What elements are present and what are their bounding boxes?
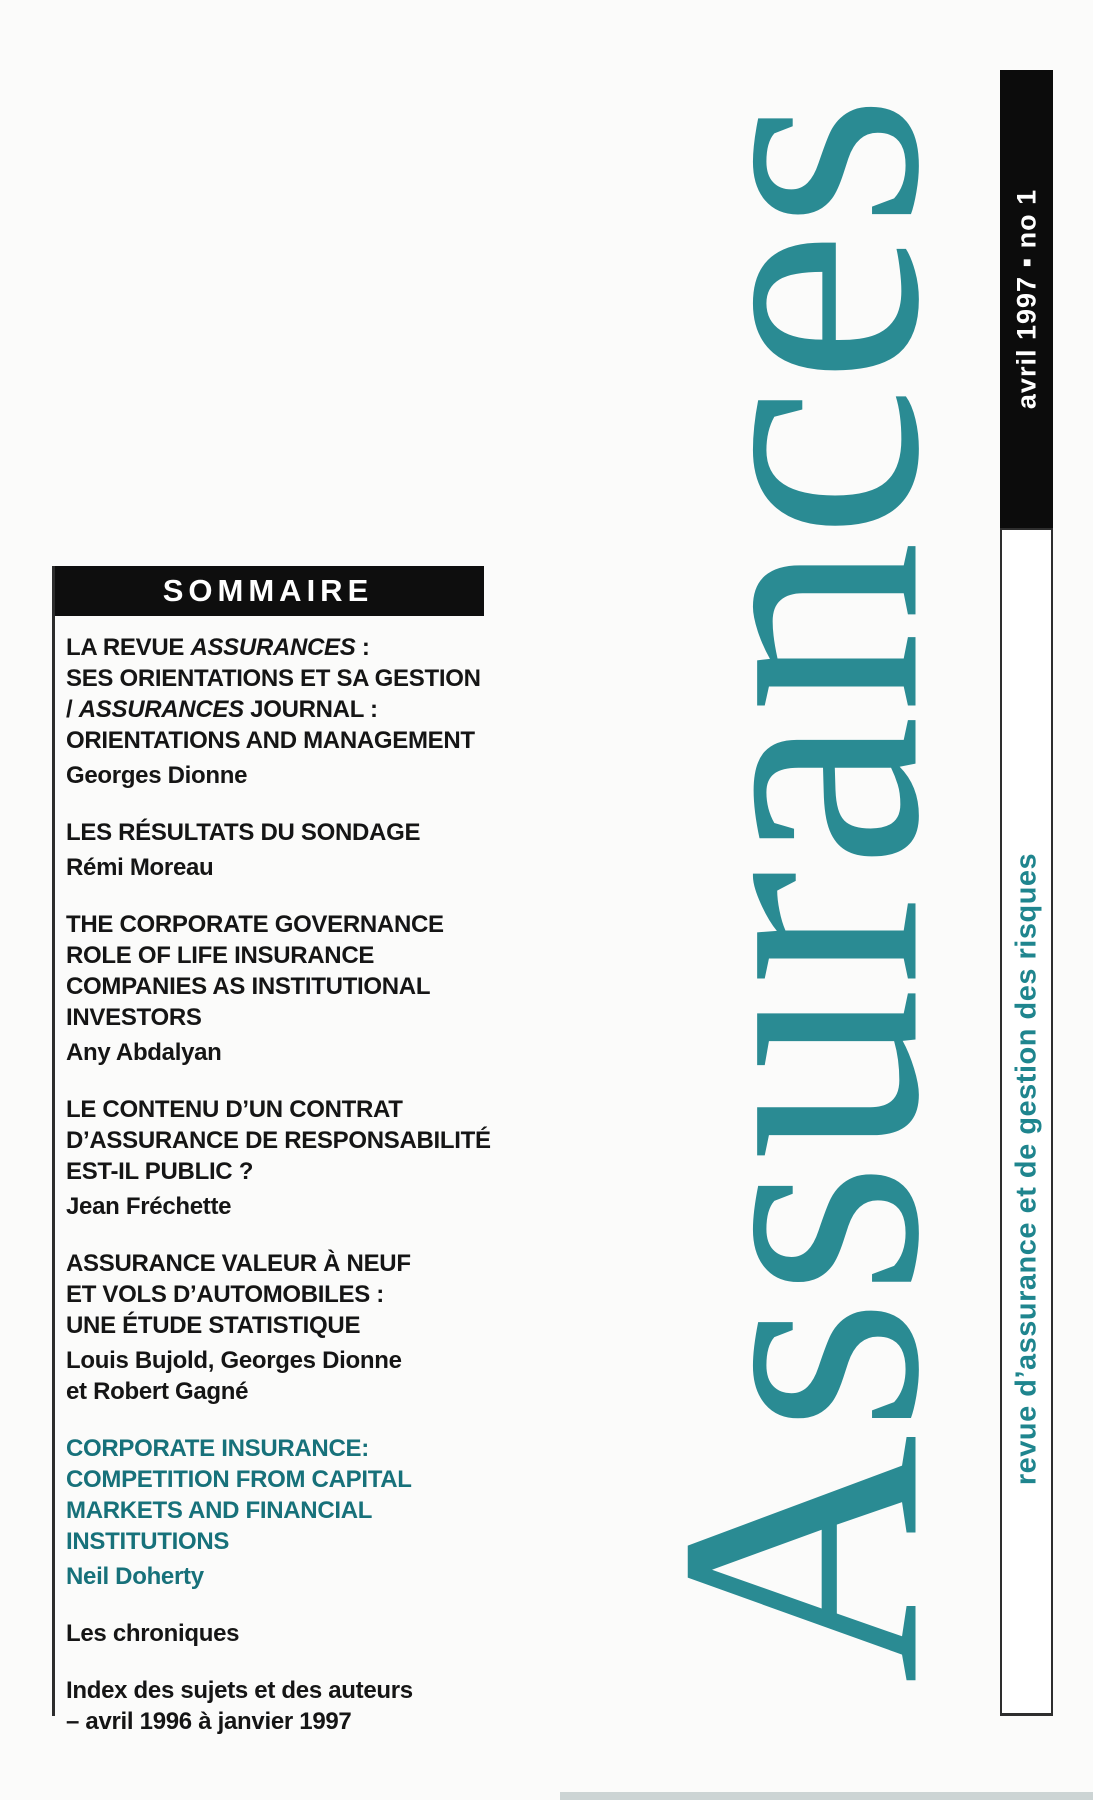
title-segment: EST-IL PUBLIC ? bbox=[66, 1158, 254, 1185]
article-title-line bbox=[66, 1094, 516, 1125]
article-title-line bbox=[66, 1125, 516, 1156]
article-title-line bbox=[66, 1495, 516, 1526]
title-segment-italic: ASSURANCES bbox=[190, 634, 356, 661]
journal-subtitle: revue d’assurance et de gestion des risques bbox=[1010, 852, 1042, 1485]
article-title-line bbox=[66, 1279, 516, 1310]
journal-title-logo: Assurances bbox=[608, 92, 991, 1684]
sommaire-entry bbox=[66, 1094, 516, 1222]
issue-date-number: avril 1997 ▪ no 1 bbox=[1011, 188, 1041, 410]
article-title-line bbox=[66, 1433, 516, 1464]
title-segment: COMPANIES AS INSTITUTIONAL bbox=[66, 973, 431, 1000]
article-title-line bbox=[66, 694, 516, 725]
article-author: Neil Doherty bbox=[66, 1563, 204, 1590]
article-title-line bbox=[66, 1248, 516, 1279]
sommaire-entry bbox=[66, 1433, 516, 1592]
title-segment: MARKETS AND FINANCIAL bbox=[66, 1497, 373, 1524]
title-segment: INSTITUTIONS bbox=[66, 1528, 230, 1555]
article-title-line bbox=[66, 632, 516, 663]
sommaire-list bbox=[66, 632, 516, 1737]
title-segment: D’ASSURANCE DE RESPONSABILITÉ bbox=[66, 1127, 491, 1154]
sommaire-entry bbox=[66, 632, 516, 791]
title-segment: INVESTORS bbox=[66, 1004, 202, 1031]
article-title-line bbox=[66, 1156, 516, 1187]
article-author: Rémi Moreau bbox=[66, 854, 214, 881]
subtitle-spine-column bbox=[1000, 528, 1053, 1716]
article-title-line bbox=[66, 1706, 516, 1737]
issue-spine-bar bbox=[1000, 70, 1053, 528]
sommaire-entry bbox=[66, 1248, 516, 1407]
sommaire-header-bar: SOMMAIRE bbox=[52, 566, 484, 616]
title-segment: COMPETITION FROM CAPITAL bbox=[66, 1466, 412, 1493]
title-segment: Index des sujets et des auteurs bbox=[66, 1677, 413, 1704]
article-title-line bbox=[66, 1464, 516, 1495]
article-title-line bbox=[66, 971, 516, 1002]
sommaire-entry bbox=[66, 1618, 516, 1649]
article-title-line bbox=[66, 663, 516, 694]
title-segment: Les chroniques bbox=[66, 1620, 240, 1647]
title-segment: JOURNAL : bbox=[243, 696, 378, 723]
article-title-line bbox=[66, 1675, 516, 1706]
title-segment: LES RÉSULTATS DU SONDAGE bbox=[66, 819, 421, 846]
title-segment: / bbox=[66, 696, 79, 723]
article-author: Any Abdalyan bbox=[66, 1039, 222, 1066]
scan-edge-strip bbox=[560, 1792, 1093, 1800]
title-segment: LE CONTENU D’UN CONTRAT bbox=[66, 1096, 403, 1123]
title-segment: : bbox=[355, 634, 370, 661]
article-title-line bbox=[66, 1618, 516, 1649]
article-title-line bbox=[66, 1526, 516, 1557]
title-segment: SES ORIENTATIONS ET SA GESTION bbox=[66, 665, 481, 692]
title-segment: ORIENTATIONS AND MANAGEMENT bbox=[66, 727, 475, 754]
article-title-line bbox=[66, 1002, 516, 1033]
title-segment: CORPORATE INSURANCE: bbox=[66, 1435, 369, 1462]
article-author: et Robert Gagné bbox=[66, 1378, 249, 1405]
article-title-line bbox=[66, 940, 516, 971]
title-segment: UNE ÉTUDE STATISTIQUE bbox=[66, 1312, 361, 1339]
article-author: Louis Bujold, Georges Dionne bbox=[66, 1347, 402, 1374]
article-title-line bbox=[66, 817, 516, 848]
title-segment: ROLE OF LIFE INSURANCE bbox=[66, 942, 375, 969]
sommaire-entry bbox=[66, 817, 516, 883]
title-segment-italic: ASSURANCES bbox=[78, 696, 244, 723]
title-segment: THE CORPORATE GOVERNANCE bbox=[66, 911, 444, 938]
sommaire-entry bbox=[66, 1675, 516, 1737]
title-segment: ET VOLS D’AUTOMOBILES : bbox=[66, 1281, 385, 1308]
left-vertical-rule bbox=[52, 566, 55, 1716]
article-author: Jean Fréchette bbox=[66, 1193, 232, 1220]
article-author: Georges Dionne bbox=[66, 762, 248, 789]
sommaire-entry bbox=[66, 909, 516, 1068]
title-segment: ASSURANCE VALEUR À NEUF bbox=[66, 1250, 411, 1277]
article-title-line bbox=[66, 909, 516, 940]
article-title-line bbox=[66, 725, 516, 756]
title-segment: LA REVUE bbox=[66, 634, 191, 661]
title-segment: – avril 1996 à janvier 1997 bbox=[66, 1708, 352, 1735]
article-title-line bbox=[66, 1310, 516, 1341]
